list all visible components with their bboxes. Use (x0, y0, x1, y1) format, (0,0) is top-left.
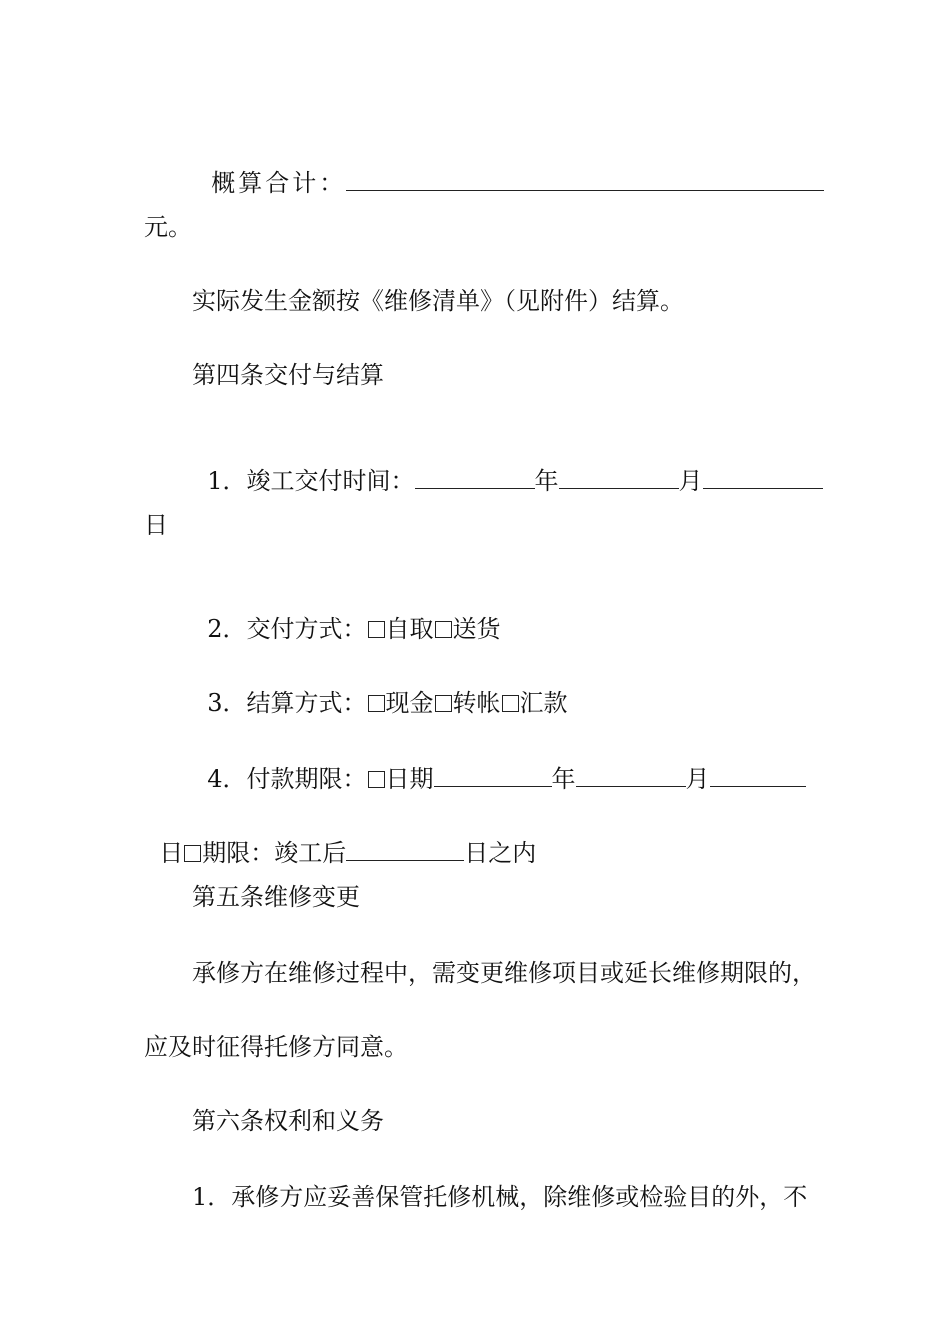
delivery-method-label: 2．交付方式： (207, 615, 367, 643)
cash-checkbox[interactable] (368, 695, 385, 712)
payment-term-line-2 (144, 808, 536, 868)
settlement-note: 实际发生金额按《维修清单》（见附件）结算。 (192, 287, 684, 315)
payment-day-label: 日 (159, 839, 184, 867)
estimate-label: 概算合计： (211, 169, 347, 197)
payment-date-checkbox[interactable] (368, 771, 385, 788)
payment-period-checkbox[interactable] (184, 845, 201, 862)
payment-period-label: 期限：竣工后 (202, 839, 347, 867)
remittance-checkbox[interactable] (502, 695, 519, 712)
payment-period-days-blank[interactable] (346, 838, 464, 861)
transfer-checkbox[interactable] (435, 695, 452, 712)
completion-day-label: 日 (144, 511, 168, 539)
delivery-checkbox[interactable] (435, 621, 452, 638)
payment-term-label: 4．付款期限： (207, 765, 367, 793)
payment-period-suffix: 日之内 (464, 839, 537, 867)
year-label: 年 (534, 467, 559, 495)
completion-month-blank[interactable] (559, 466, 679, 489)
payment-day-blank[interactable] (710, 764, 806, 787)
self-pickup-checkbox[interactable] (368, 621, 385, 638)
article5-line2: 应及时征得托修方同意。 (144, 1033, 408, 1061)
estimate-amount-blank[interactable] (346, 168, 824, 191)
completion-day-blank[interactable] (703, 466, 823, 489)
payment-date-label: 日期 (385, 765, 434, 793)
payment-term-line (192, 734, 806, 794)
month-label: 月 (678, 467, 703, 495)
estimate-line (196, 138, 824, 198)
remittance-label: 汇款 (519, 689, 568, 717)
delivery-label: 送货 (452, 615, 501, 643)
completion-date-line (192, 436, 823, 496)
self-pickup-label: 自取 (385, 615, 434, 643)
delivery-method-line (192, 584, 501, 644)
payment-month-blank[interactable] (576, 764, 686, 787)
estimate-unit: 元。 (144, 213, 192, 241)
settlement-method-label: 3．结算方式： (207, 689, 367, 717)
article5-line1: 承修方在维修过程中，需变更维修项目或延长维修期限的， (192, 959, 816, 987)
article4-heading: 第四条交付与结算 (192, 361, 384, 389)
payment-month-label: 月 (685, 765, 710, 793)
transfer-label: 转帐 (452, 689, 501, 717)
settlement-method-line (192, 658, 568, 718)
payment-year-label: 年 (551, 765, 576, 793)
completion-year-blank[interactable] (415, 466, 535, 489)
cash-label: 现金 (385, 689, 434, 717)
article5-heading: 第五条维修变更 (192, 883, 360, 911)
article6-heading: 第六条权利和义务 (192, 1107, 384, 1135)
payment-year-blank[interactable] (434, 764, 552, 787)
article6-item1: 1．承修方应妥善保管托修机械，除维修或检验目的外，不 (192, 1183, 808, 1211)
completion-date-label: 1．竣工交付时间： (207, 467, 415, 495)
